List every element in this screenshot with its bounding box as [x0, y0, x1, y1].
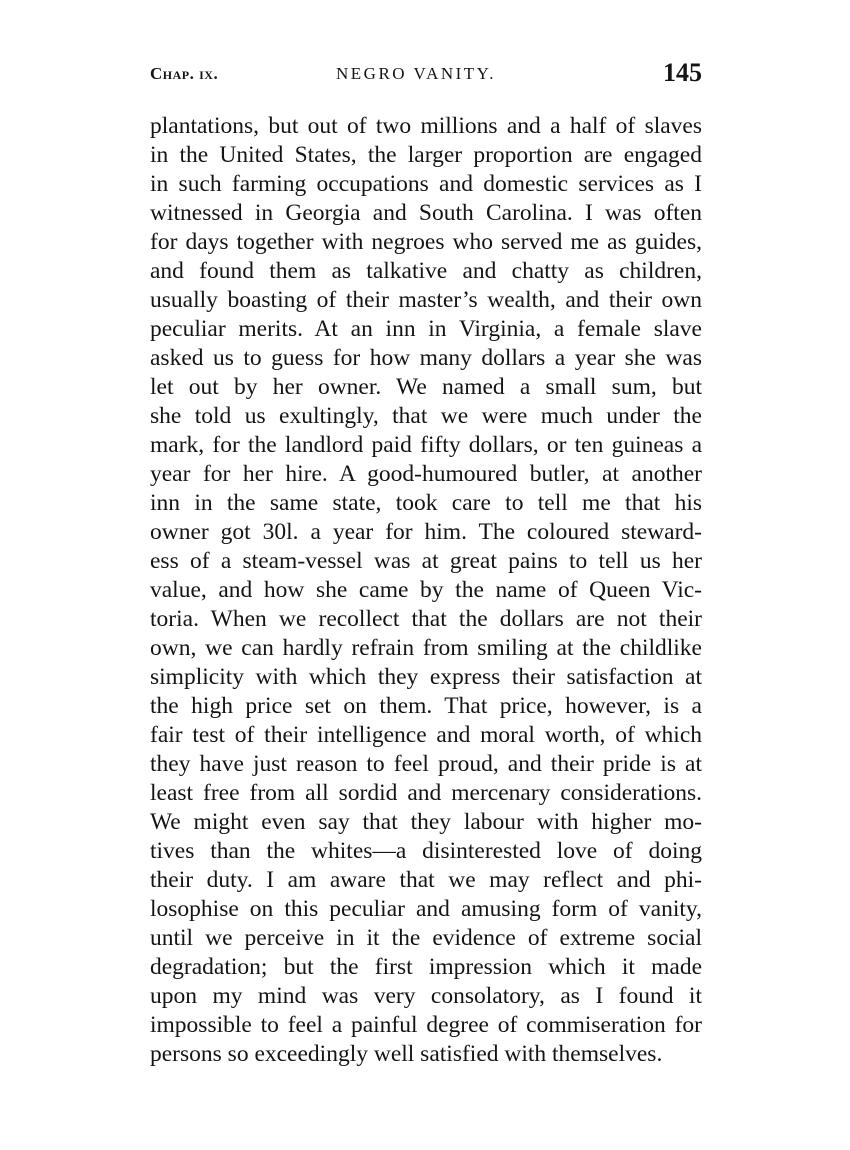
text-line: persons so exceedingly well satisfied with themselves.: [150, 1041, 663, 1067]
text-line: she told us exultingly, that we were much under the: [150, 403, 702, 429]
text-line: witnessed in Georgia and South Carolina. I was often: [150, 200, 702, 226]
text-line: plantations, but out of two millions and a half of slaves: [150, 113, 702, 139]
text-line: in such farming occupations and domestic services as I: [150, 171, 702, 197]
text-line: degradation; but the first impression which it made: [150, 954, 702, 980]
text-line: asked us to guess for how many dollars a year she was: [150, 345, 702, 371]
text-line: and found them as talkative and chatty as children,: [150, 258, 702, 284]
text-line: impossible to feel a painful degree of commiseration for: [150, 1012, 702, 1038]
text-line: value, and how she came by the name of Queen Vic-: [150, 577, 702, 603]
text-line: until we perceive in it the evidence of extreme social: [150, 925, 702, 951]
text-line: their duty. I am aware that we may reflect and phi-: [150, 867, 702, 893]
page-number: 145: [663, 58, 702, 87]
text-line: ess of a steam-vessel was at great pains to tell us her: [150, 548, 702, 574]
text-line: for days together with negroes who served me as guides,: [150, 229, 702, 255]
text-line: least free from all sordid and mercenary considerations.: [150, 780, 702, 806]
body-text: [150, 112, 702, 1069]
text-line: inn in the same state, took care to tell me that his: [150, 490, 702, 516]
chapter-label: Chap. ix.: [150, 64, 219, 83]
text-line: they have just reason to feel proud, and their pride is at: [150, 751, 702, 777]
text-line: year for her hire. A good-humoured butler, at another: [150, 461, 702, 487]
text-line: upon my mind was very consolatory, as I found it: [150, 983, 702, 1009]
text-line: the high price set on them. That price, however, is a: [150, 693, 702, 719]
text-line: mark, for the landlord paid fifty dollars, or ten guineas a: [150, 432, 702, 458]
running-title: NEGRO VANITY.: [336, 64, 497, 83]
text-line: owner got 30l. a year for him. The coloured steward-: [150, 519, 702, 545]
text-line: own, we can hardly refrain from smiling at the childlike: [150, 635, 702, 661]
text-line: peculiar merits. At an inn in Virginia, a female slave: [150, 316, 702, 342]
text-line: usually boasting of their master’s wealth, and their own: [150, 287, 702, 313]
text-line: toria. When we recollect that the dollars are not their: [150, 606, 702, 632]
text-line: simplicity with which they express their satisfaction at: [150, 664, 702, 690]
text-line: let out by her owner. We named a small sum, but: [150, 374, 702, 400]
running-head: [150, 58, 702, 92]
text-line: tives than the whites—a disinterested love of doing: [150, 838, 702, 864]
text-line: fair test of their intelligence and moral worth, of which: [150, 722, 702, 748]
text-line: losophise on this peculiar and amusing form of vanity,: [150, 896, 702, 922]
text-line: We might even say that they labour with higher mo-: [150, 809, 702, 835]
text-line: in the United States, the larger proportion are engaged: [150, 142, 702, 168]
